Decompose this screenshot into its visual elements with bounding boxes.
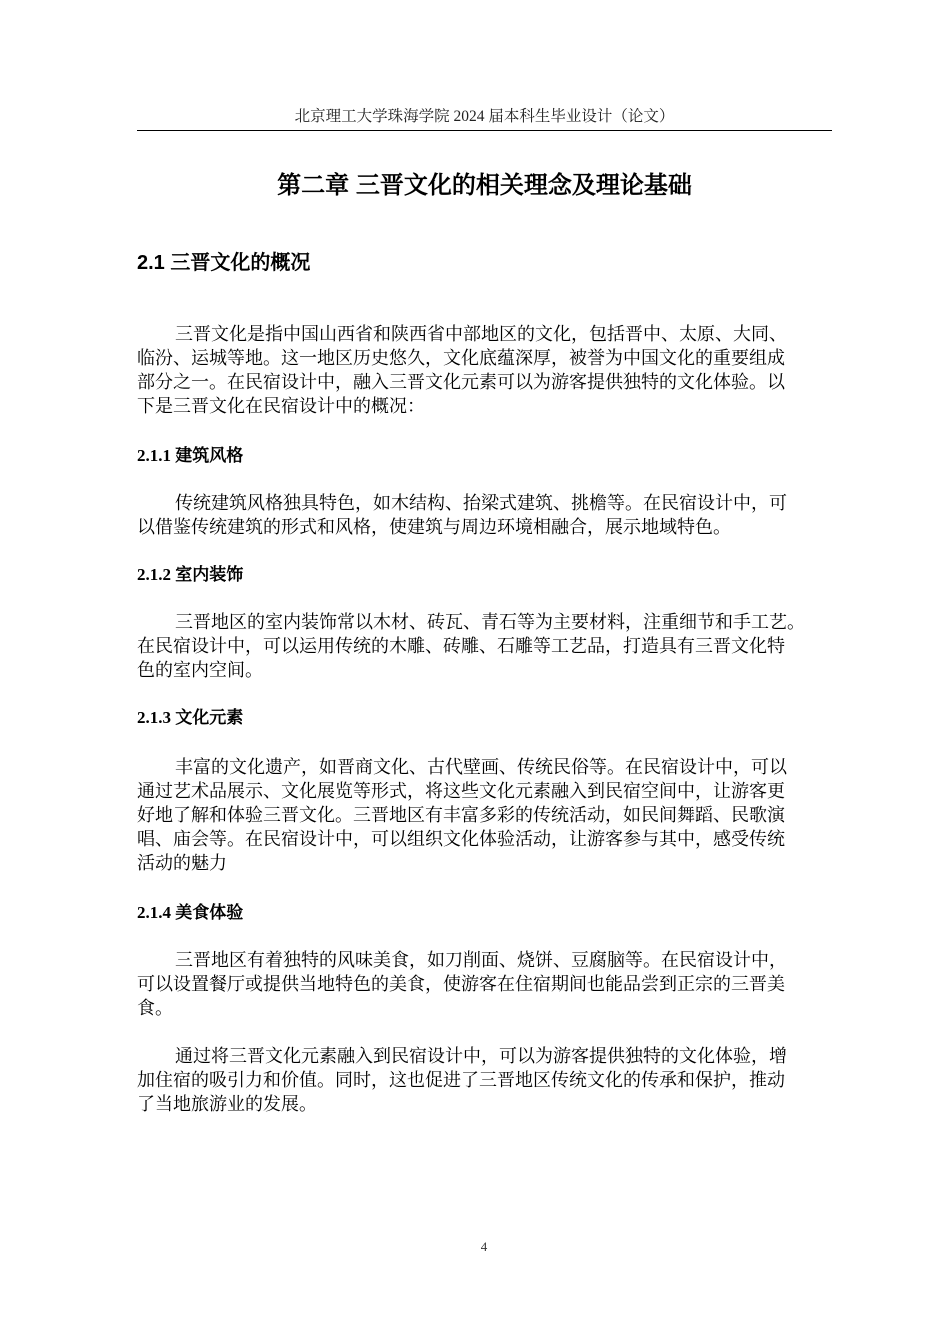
- conclusion-paragraph: [137, 1044, 837, 1116]
- section-heading: 2.1 三晋文化的概况: [137, 252, 311, 274]
- subsection-heading: 2.1.3 文化元素: [137, 708, 244, 727]
- text-line: 传统建筑风格独具特色，如木结构、抬梁式建筑、挑檐等。在民宿设计中，可: [175, 493, 787, 513]
- subsection-heading: 2.1.4 美食体验: [137, 903, 244, 922]
- text-line: 色的室内空间。: [137, 660, 263, 680]
- subsection-heading: 2.1.1 建筑风格: [137, 446, 244, 465]
- intro-paragraph: [137, 322, 837, 418]
- subsection-heading: 2.1.2 室内装饰: [137, 565, 244, 584]
- page-number: 4: [480, 1239, 488, 1254]
- chapter-title: 第二章 三晋文化的相关理念及理论基础: [277, 172, 692, 199]
- text-line: 唱、庙会等。在民宿设计中，可以组织文化体验活动，让游客参与其中，感受传统: [137, 829, 785, 849]
- text-line: 临汾、运城等地。这一地区历史悠久，文化底蕴深厚，被誉为中国文化的重要组成: [137, 348, 785, 368]
- text-line: 部分之一。在民宿设计中，融入三晋文化元素可以为游客提供独特的文化体验。以: [137, 372, 785, 392]
- subsection-paragraph: [137, 755, 837, 875]
- subsection-paragraph: [137, 491, 837, 539]
- text-line: 好地了解和体验三晋文化。三晋地区有丰富多彩的传统活动，如民间舞蹈、民歌演: [137, 805, 785, 825]
- subsection-paragraph: [137, 610, 837, 682]
- text-line: 可以设置餐厅或提供当地特色的美食，使游客在住宿期间也能品尝到正宗的三晋美: [137, 974, 785, 994]
- text-line: 三晋地区有着独特的风味美食，如刀削面、烧饼、豆腐脑等。在民宿设计中，: [175, 950, 787, 970]
- text-line: 三晋文化是指中国山西省和陕西省中部地区的文化，包括晋中、太原、大同、: [175, 324, 787, 344]
- text-line: 加住宿的吸引力和价值。同时，这也促进了三晋地区传统文化的传承和保护，推动: [137, 1070, 785, 1090]
- text-line: 丰富的文化遗产，如晋商文化、古代壁画、传统民俗等。在民宿设计中，可以: [175, 757, 787, 777]
- text-line: 食。: [137, 998, 173, 1018]
- text-line: 通过艺术品展示、文化展览等形式，将这些文化元素融入到民宿空间中，让游客更: [137, 781, 785, 801]
- text-line: 在民宿设计中，可以运用传统的木雕、砖雕、石雕等工艺品，打造具有三晋文化特: [137, 636, 785, 656]
- text-line: 通过将三晋文化元素融入到民宿设计中，可以为游客提供独特的文化体验，增: [175, 1046, 787, 1066]
- header-rule: [137, 130, 832, 131]
- text-line: 三晋地区的室内装饰常以木材、砖瓦、青石等为主要材料，注重细节和手工艺。: [175, 612, 805, 632]
- text-line: 下是三晋文化在民宿设计中的概况：: [137, 396, 425, 416]
- text-line: 了当地旅游业的发展。: [137, 1094, 317, 1114]
- text-line: 活动的魅力: [137, 853, 227, 873]
- subsection-paragraph: [137, 948, 837, 1020]
- text-line: 以借鉴传统建筑的形式和风格，使建筑与周边环境相融合，展示地域特色。: [137, 517, 731, 537]
- running-header: 北京理工大学珠海学院 2024 届本科生毕业设计（论文）: [294, 108, 675, 125]
